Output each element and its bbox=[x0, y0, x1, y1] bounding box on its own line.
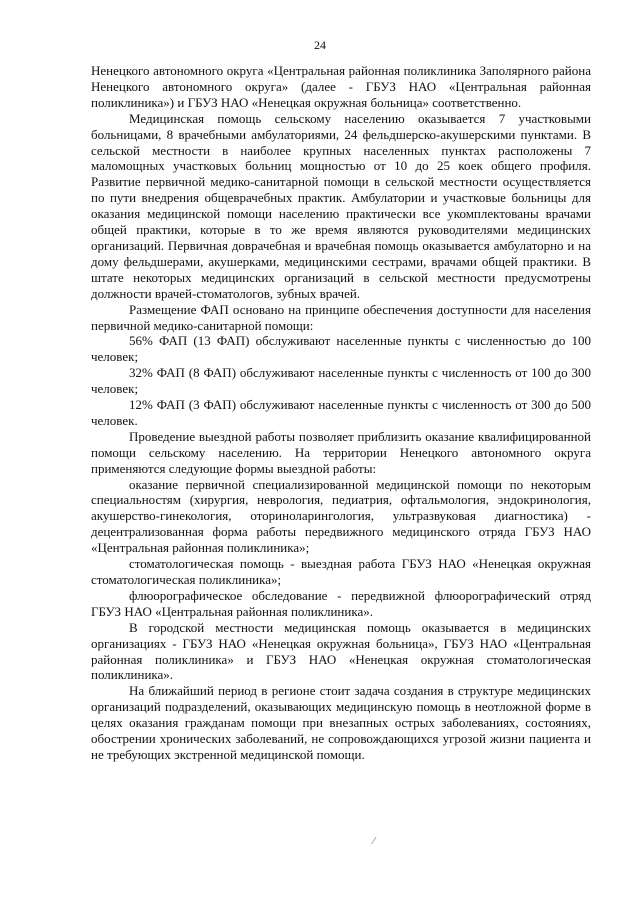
list-item-fap-56: 56% ФАП (13 ФАП) обслуживают населенные пункты с численностью до 100 человек; bbox=[91, 333, 591, 365]
page-number: 24 bbox=[314, 38, 326, 52]
list-item-dental-care: стоматологическая помощь - выездная работа ГБУЗ НАО «Ненецкая окружная стоматологическая поликлиника»; bbox=[91, 556, 591, 587]
paragraph-outreach: Проведение выездной работы позволяет приблизить оказание квалифицированной помощи сельскому населению. На территории Ненецкого автономного округа применяются следующие формы выездной работы: bbox=[91, 428, 591, 476]
list-item-fap-12: 12% ФАП (3 ФАП) обслуживают населенные пункты с численность от 300 до 500 человек. bbox=[91, 397, 591, 428]
paragraph-1: Ненецкого автономного округа «Центральная районная поликлиника Заполярного района Ненецкого автономного округа» (далее - ГБУЗ НАО «Центральная районная поликлиника») и ГБУЗ НАО «Ненецкая окружная больница» соответственно. bbox=[91, 63, 591, 110]
list-item-fluorography: флюорографическое обследование - передвижной флюорографический отряд ГБУЗ НАО «Центральная районная поликлиника». bbox=[91, 587, 591, 619]
list-item-specialized-care: оказание первичной специализированной медицинской помощи по некоторым специальностям (хирургия, неврология, педиатрия, офтальмология, эндокринология, акушерство-гинекология, оториноларингология, ультразвуковая диагностика) - децентрализованная форма работы передвижного медицинского отряда ГБУЗ НАО «Центральная районная поликлиника»; bbox=[91, 476, 591, 556]
stray-mark: ⁄ bbox=[373, 836, 375, 847]
paragraph-near-term: На ближайший период в регионе стоит задача создания в структуре медицинских организаций подразделений, оказывающих медицинскую помощь в неотложной форме в целях оказания гражданам помощи при внезапных острых заболеваниях, состояниях, обострении хронических заболеваний, не сопровождающихся угрозой жизни пациента и не требующих экстренной медицинской помощи. bbox=[91, 683, 591, 762]
list-item-fap-32: 32% ФАП (8 ФАП) обслуживают населенные пункты с численность от 100 до 300 человек; bbox=[91, 365, 591, 397]
body-text bbox=[91, 63, 591, 763]
paragraph-urban: В городской местности медицинская помощь оказывается в медицинских организациях - ГБУЗ НАО «Ненецкая окружная больница», ГБУЗ НАО «Центральная районная поликлиника» и ГБУЗ НАО «Ненецкая окружная стоматологическая поликлиника». bbox=[91, 619, 591, 683]
paragraph-3: Размещение ФАП основано на принципе обеспечения доступности для населения первичной медико-санитарной помощи: bbox=[91, 301, 591, 333]
paragraph-2: Медицинская помощь сельскому населению оказывается 7 участковыми больницами, 8 врачебными амбулаториями, 24 фельдшерско-акушерскими пунктами. В сельской местности в наиболее крупных населенных пунктах расположены 7 маломощных участковых больниц мощностью от 10 до 25 коек общего профиля. Развитие первичной медико-санитарной помощи в сельской местности осуществляется по пути внедрения общеврачебных практик. Амбулатории и участковые больницы для оказания медицинской помощи населению практически все укомплектованы врачами общей практики, которые в то же время являются руководителями медицинских организаций. Первичная доврачебная и врачебная помощь оказывается амбулаторно и на дому фельдшерами, акушерками, медицинскими сестрами, врачами общей практики. В штате некоторых медицинских организаций в сельской местности предусмотрены должности врачей-стоматологов, зубных врачей. bbox=[91, 110, 591, 301]
